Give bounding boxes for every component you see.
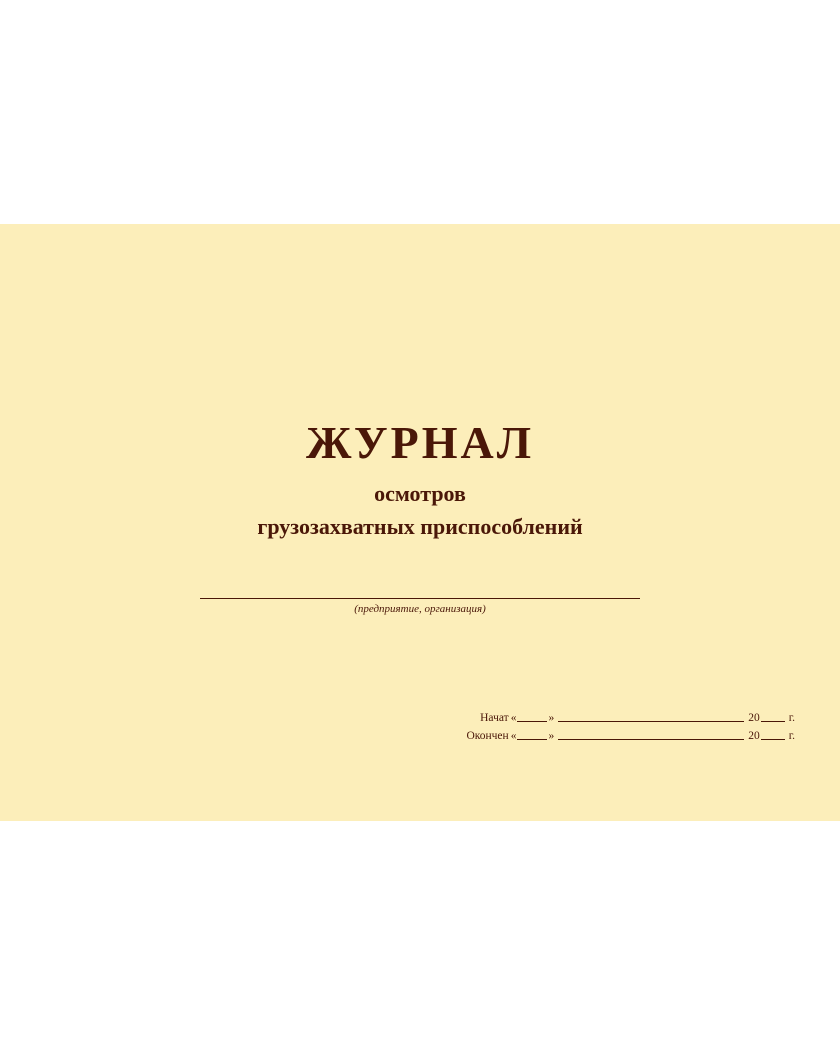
start-date-row	[315, 712, 795, 724]
end-date-suffix: г.	[788, 730, 795, 742]
cover-content	[0, 224, 840, 821]
start-date-day-line	[517, 721, 547, 722]
title-block	[0, 419, 840, 540]
page-title: ЖУРНАЛ	[306, 417, 534, 468]
organization-caption: (предприятие, организация)	[354, 603, 486, 615]
end-date-day-line	[517, 739, 547, 740]
end-date-label: Окончен	[466, 730, 509, 742]
start-date-close-quote: »	[548, 712, 555, 724]
page-subtitle-line-2: грузозахватных приспособлений	[257, 513, 583, 539]
dates-block	[315, 712, 795, 748]
organization-write-line	[200, 598, 640, 599]
end-date-year-prefix: 20	[748, 730, 760, 742]
end-date-year-line	[761, 739, 785, 740]
end-date-month-line	[558, 739, 744, 740]
end-date-close-quote: »	[548, 730, 555, 742]
end-date-row	[315, 730, 795, 742]
organization-field	[200, 598, 640, 615]
cover-panel	[0, 224, 840, 821]
start-date-year-line	[761, 721, 785, 722]
start-date-year-prefix: 20	[748, 712, 760, 724]
page-subtitle-line-1: осмотров	[374, 481, 466, 507]
start-date-label: Начат	[480, 712, 509, 724]
end-date-open-quote: «	[510, 730, 517, 742]
start-date-suffix: г.	[788, 712, 795, 724]
start-date-open-quote: «	[510, 712, 517, 724]
start-date-month-line	[558, 721, 744, 722]
